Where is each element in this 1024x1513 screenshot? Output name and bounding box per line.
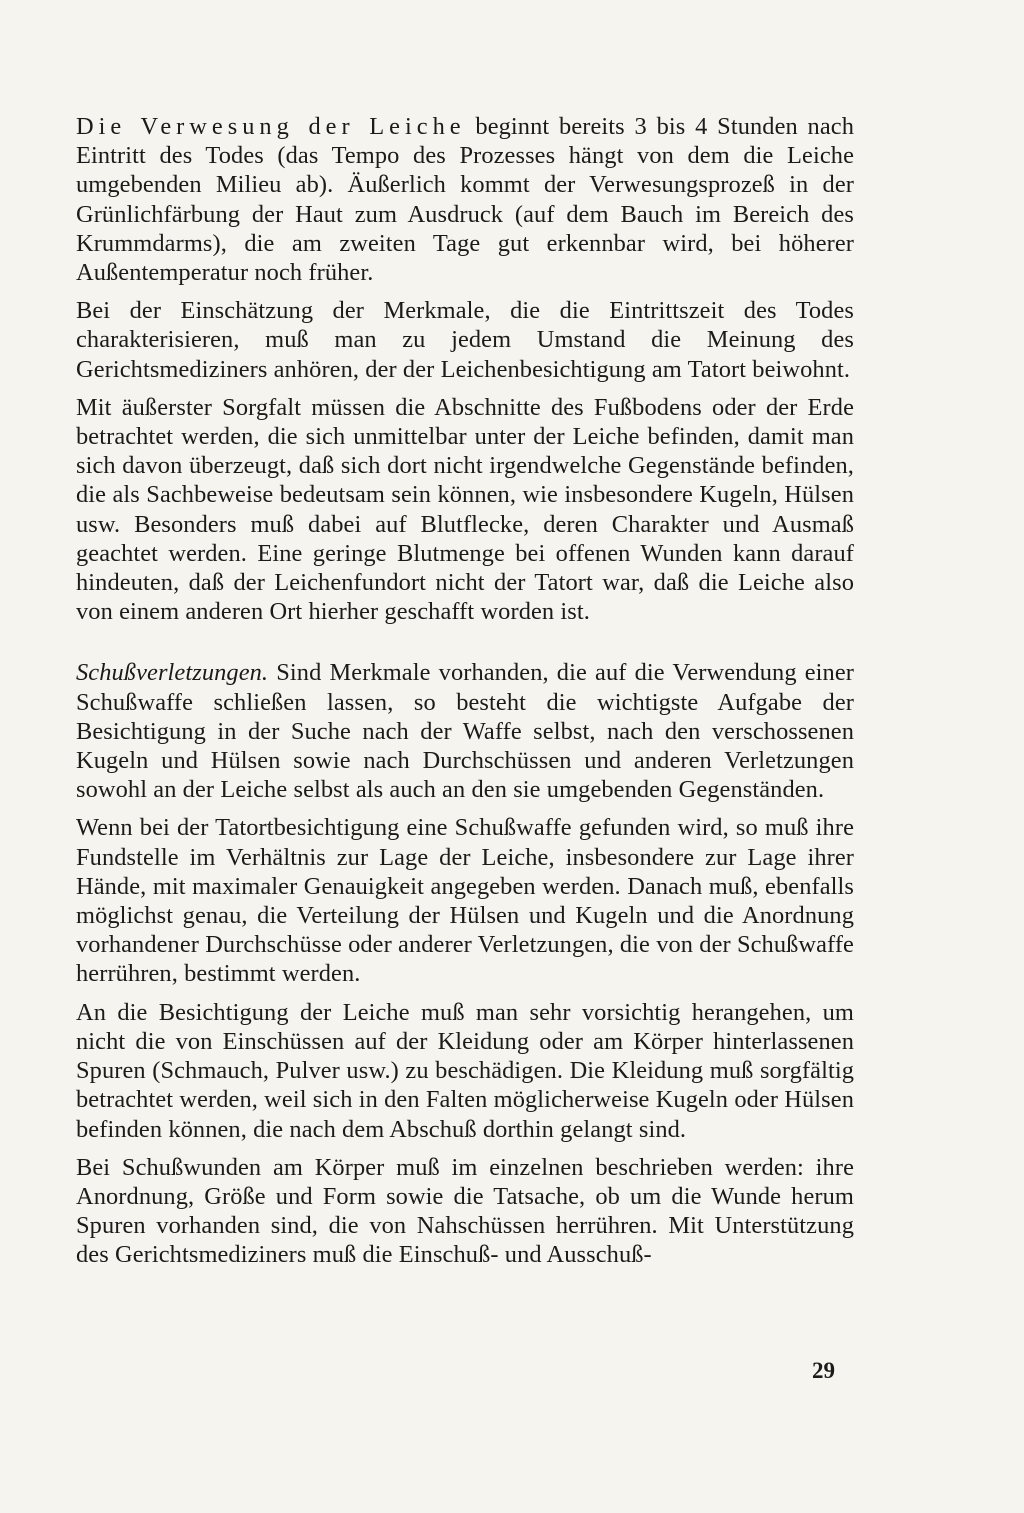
paragraph-text: Sind Merkmale vorhanden, die auf die Verwendung einer Schußwaffe schließen lassen, so besteht die wichtigste Aufgabe der Besichtigung in der Suche nach der Waffe selbst, nach den verschossenen Kugeln und Hülsen sowie nach Durchschüssen und anderen Verletzungen sowohl an der Leiche selbst als auch an den sie umgebenden Gegenständen. xyxy=(76,659,854,804)
paragraph-gunshot-injuries xyxy=(76,658,854,804)
paragraph-body-inspection: An die Besichtigung der Leiche muß man sehr vorsichtig herangehen, um nicht die von Einschüssen auf der Kleidung oder am Körper hinterlassenen Spuren (Schmauch, Pulver usw.) zu beschädigen. Die Kleidung muß sorgfältig betrachtet werden, weil sich in den Falten möglicherweise Kugeln oder Hülsen befinden können, die nach dem Abschuß dorthin gelangt sind. xyxy=(76,998,854,1143)
spaced-lead-phrase: Die Verwesung der Leiche xyxy=(76,113,466,140)
page-number: 29 xyxy=(812,1358,835,1383)
paragraph-decomposition xyxy=(76,112,854,287)
paragraph-time-of-death: Bei der Einschätzung der Merkmale, die die Eintrittszeit des Todes charakterisieren, muß man zu jedem Umstand die Meinung des Gerichtsmediziners anhören, der der Leichenbesichtigung am Tatort beiwohnt. xyxy=(76,297,854,383)
paragraph-text: beginnt bereits 3 bis 4 Stunden nach Eintritt des Todes (das Tempo des Prozesses hängt von dem die Leiche umgebenden Milieu ab). Äußerlich kommt der Verwesungsprozeß in der Grünlichfärbung der Haut zum Ausdruck (auf dem Bauch im Bereich des Krummdarms), die am zweiten Tage gut erkennbar wird, bei höherer Außentemperatur noch früher. xyxy=(76,113,855,287)
page-body xyxy=(76,112,854,1412)
paragraph-gunshot-wounds: Bei Schußwunden am Körper muß im einzelnen beschrieben werden: ihre Anordnung, Größe und Form sowie die Tatsache, ob um die Wunde herum Spuren vorhanden sind, die von Nahschüssen herrühren. Mit Unterstützung des Gerichtsmediziners muß die Einschuß- und Ausschuß- xyxy=(76,1153,854,1269)
section-heading-italic: Schußverletzungen. xyxy=(76,659,269,687)
paragraph-ground-under-body: Mit äußerster Sorgfalt müssen die Abschnitte des Fußbodens oder der Erde betrachtet werden, die sich unmittelbar unter der Leiche befinden, damit man sich davon überzeugt, daß sich dort nicht irgendwelche Gegenstände befinden, die als Sachbeweise bedeutsam sein können, wie insbesondere Kugeln, Hülsen usw. Besonders muß dabei auf Blutflecke, deren Charakter und Ausmaß geachtet werden. Eine geringe Blutmenge bei offenen Wunden kann darauf hindeuten, daß der Leichenfundort nicht der Tatort war, daß die Leiche also von einem anderen Ort hierher geschafft worden ist. xyxy=(76,393,854,626)
paragraph-weapon-found: Wenn bei der Tatortbesichtigung eine Schußwaffe gefunden wird, so muß ihre Fundstelle im Verhältnis zur Lage der Leiche, insbesondere zur Lage ihrer Hände, mit maximaler Genauigkeit angegeben werden. Danach muß, ebenfalls möglichst genau, die Verteilung der Hülsen und Kugeln und die Anordnung vorhandener Durchschüsse oder anderer Verletzungen, die von der Schußwaffe herrühren, bestimmt werden. xyxy=(76,814,854,988)
